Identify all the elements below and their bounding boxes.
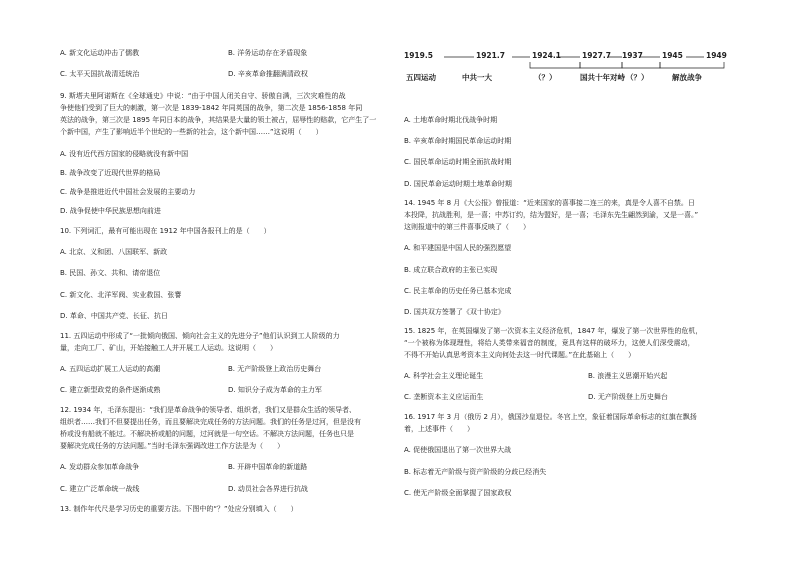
q15-option-c: C. 垄断资本主义应运而生: [404, 393, 484, 401]
q9-stem-line: 个新中国，产生了影响近半个世纪的一些新的社会，这个新中国……”这说明（ ）: [60, 128, 323, 136]
q14-option-c: C. 民主革命的历史任务已基本完成: [404, 287, 512, 295]
timeline-diagram: [404, 46, 734, 96]
timeline-label: 国共十年对峙: [580, 73, 625, 82]
q11-stem-line: 11. 五四运动中形成了“一批倾向俄国、倾向社会主义的先进分子”他们认识到工人阶级的力: [60, 332, 340, 340]
q16-option-b: B. 标志着无产阶级与资产阶级的分歧已经消失: [404, 468, 547, 476]
q14-stem-line: 14. 1945 年 8 月《大公报》曾报道：“近来国家的喜事接二连三的来，真是令人喜不自禁。日: [404, 199, 695, 207]
timeline-year: 1945: [662, 51, 683, 60]
q10-option-d: D. 革命、中国共产党、长征、抗日: [60, 312, 168, 320]
timeline-lines: [404, 46, 734, 96]
q9-option-d: D. 战争促使中华民族思想向前进: [60, 207, 161, 215]
q11-option-c: C. 建立新型政党的条件逐渐成熟: [60, 386, 161, 394]
q12-option-d: D. 动员社会各界进行抗战: [228, 485, 308, 493]
q15-stem-line: 15. 1825 年，在英国爆发了第一次资本主义经济危机，1847 年，爆发了第一次世界性的危机，: [404, 327, 703, 335]
timeline-year: 1919.5: [404, 51, 433, 60]
q13-option-a: A. 土地革命时期北伐战争时期: [404, 116, 498, 124]
q9-stem-line: 争使他们受到了巨大的刺激，第一次是 1839-1842 年同英国的战争，第二次是 1856-1858 年同: [60, 104, 363, 112]
q10-option-b: B. 民国、孙文、共和、请帝退位: [60, 269, 161, 277]
q14-option-a: A. 和平建国是中国人民的强烈愿望: [404, 244, 512, 252]
q12-option-b: B. 开辟中国革命的新道路: [228, 463, 308, 471]
timeline-year: 1924.1: [532, 51, 561, 60]
timeline-label: 中共一大: [462, 73, 492, 82]
q9-stem-line: 9. 斯塔夫里阿诺斯在《全球通史》中说：“由于中国人闭关自守、骄傲自满，三次灾难性的战: [60, 92, 346, 100]
timeline-label: 五四运动: [406, 73, 436, 82]
q10-option-a: A. 北京、义和团、八国联军、新政: [60, 248, 168, 256]
q13-stem: 13. 制作年代尺是学习历史的重要方法。下图中的“？”处应分别填入（ ）: [60, 505, 298, 513]
q12-stem-line: 桥或没有船就不能过。不解决桥或船的问题，过河就是一句空话。不解决方法问题，任务也只是: [60, 430, 354, 438]
timeline-label: （？）: [626, 73, 649, 82]
timeline-year: 1949: [706, 51, 727, 60]
q13-option-c: C. 国民革命运动时期全面抗战时期: [404, 158, 512, 166]
q11-stem-line: 量，走向工厂、矿山，开始接触工人并开展工人运动。这说明（ ）: [60, 344, 277, 352]
q9-option-c: C. 战争是推进近代中国社会发展的主要动力: [60, 188, 196, 196]
q12-stem-line: 12. 1934 年，毛泽东提出：“我们是革命战争的领导者、组织者，我们又是群众生活的领导者、: [60, 406, 357, 414]
q12-option-a: A. 发动群众参加革命战争: [60, 463, 140, 471]
q10-option-c: C. 新文化、北洋军阀、实业救国、张謇: [60, 291, 182, 299]
q12-option-c: C. 建立广泛革命统一战线: [60, 485, 140, 493]
q12-stem-line: 要解决完成任务的方法问题。”当时毛泽东强调改进工作方法是为（ ）: [60, 442, 285, 450]
q14-stem-line: 这则报道中的第三件喜事反映了（ ）: [404, 223, 530, 231]
timeline-label: （？）: [534, 73, 557, 82]
timeline-label: 解放战争: [672, 73, 702, 82]
q11-option-b: B. 无产阶级登上政治历史舞台: [228, 365, 322, 373]
q16-stem-line: 16. 1917 年 3 月（俄历 2 月），俄国沙皇退位。冬宫上空，象征着国际革命标志的红旗在飘扬: [404, 413, 697, 421]
q16-option-a: A. 促使俄国退出了第一次世界大战: [404, 446, 512, 454]
q15-option-b: B. 浪漫主义思潮开始兴起: [588, 372, 668, 380]
timeline-year: 1921.7: [476, 51, 505, 60]
q9-option-b: B. 战争改变了近现代世界的格局: [60, 169, 161, 177]
q11-option-d: D. 知识分子成为革命的主力军: [228, 386, 322, 394]
q8-option-b: B. 洋务运动存在矛盾现象: [228, 49, 308, 57]
q14-option-b: B. 成立联合政府的主张已实现: [404, 266, 498, 274]
timeline-year: 1937: [622, 51, 643, 60]
timeline-year: 1927.7: [582, 51, 611, 60]
q15-option-a: A. 科学社会主义理论诞生: [404, 372, 484, 380]
q15-option-d: D. 无产阶级登上历史舞台: [588, 393, 668, 401]
q16-stem-line: 着，上述事件（ ）: [404, 425, 474, 433]
q8-option-a: A. 新文化运动冲击了儒教: [60, 49, 140, 57]
q13-option-d: D. 国民革命运动时期土地革命时期: [404, 180, 512, 188]
q14-stem-line: 本投降，抗战胜利，是一喜；中苏订约，结为盟好，是一喜；毛泽东先生翩然到渝，又是一喜。”: [404, 211, 699, 219]
q10-stem: 10. 下列词汇，最有可能出现在 1912 年中国各报刊上的是（ ）: [60, 227, 271, 235]
q11-option-a: A. 五四运动扩展工人运动的高潮: [60, 365, 161, 373]
q12-stem-line: 组织者……我们不但要提出任务，而且要解决完成任务的方法问题。我们的任务是过河，但是没有: [60, 418, 361, 426]
q15-stem-line: 不得不开始认真思考资本主义向何处去这一时代课题。”在此基础上（ ）: [404, 351, 636, 359]
q8-option-d: D. 辛亥革命推翻满清政权: [228, 70, 308, 78]
q16-option-c: C. 使无产阶级全面掌握了国家政权: [404, 489, 512, 497]
q13-option-b: B. 辛亥革命时期国民革命运动时期: [404, 137, 512, 145]
q9-stem-line: 英法的战争，第三次是 1895 年同日本的战争，其结果是大量的领土被占，屈辱性的赔款，它产生了一: [60, 116, 377, 124]
q8-option-c: C. 太平天国抗战清廷统治: [60, 70, 140, 78]
q14-option-d: D. 国共双方签署了《双十协定》: [404, 308, 505, 316]
q9-option-a: A. 没有近代西方国家的侵略就没有新中国: [60, 150, 189, 158]
q15-stem-line: “一个被称为体现理性，将给人类带来福音的制度，竟具有这样的破坏力，这使人们深受震动，: [404, 339, 695, 347]
